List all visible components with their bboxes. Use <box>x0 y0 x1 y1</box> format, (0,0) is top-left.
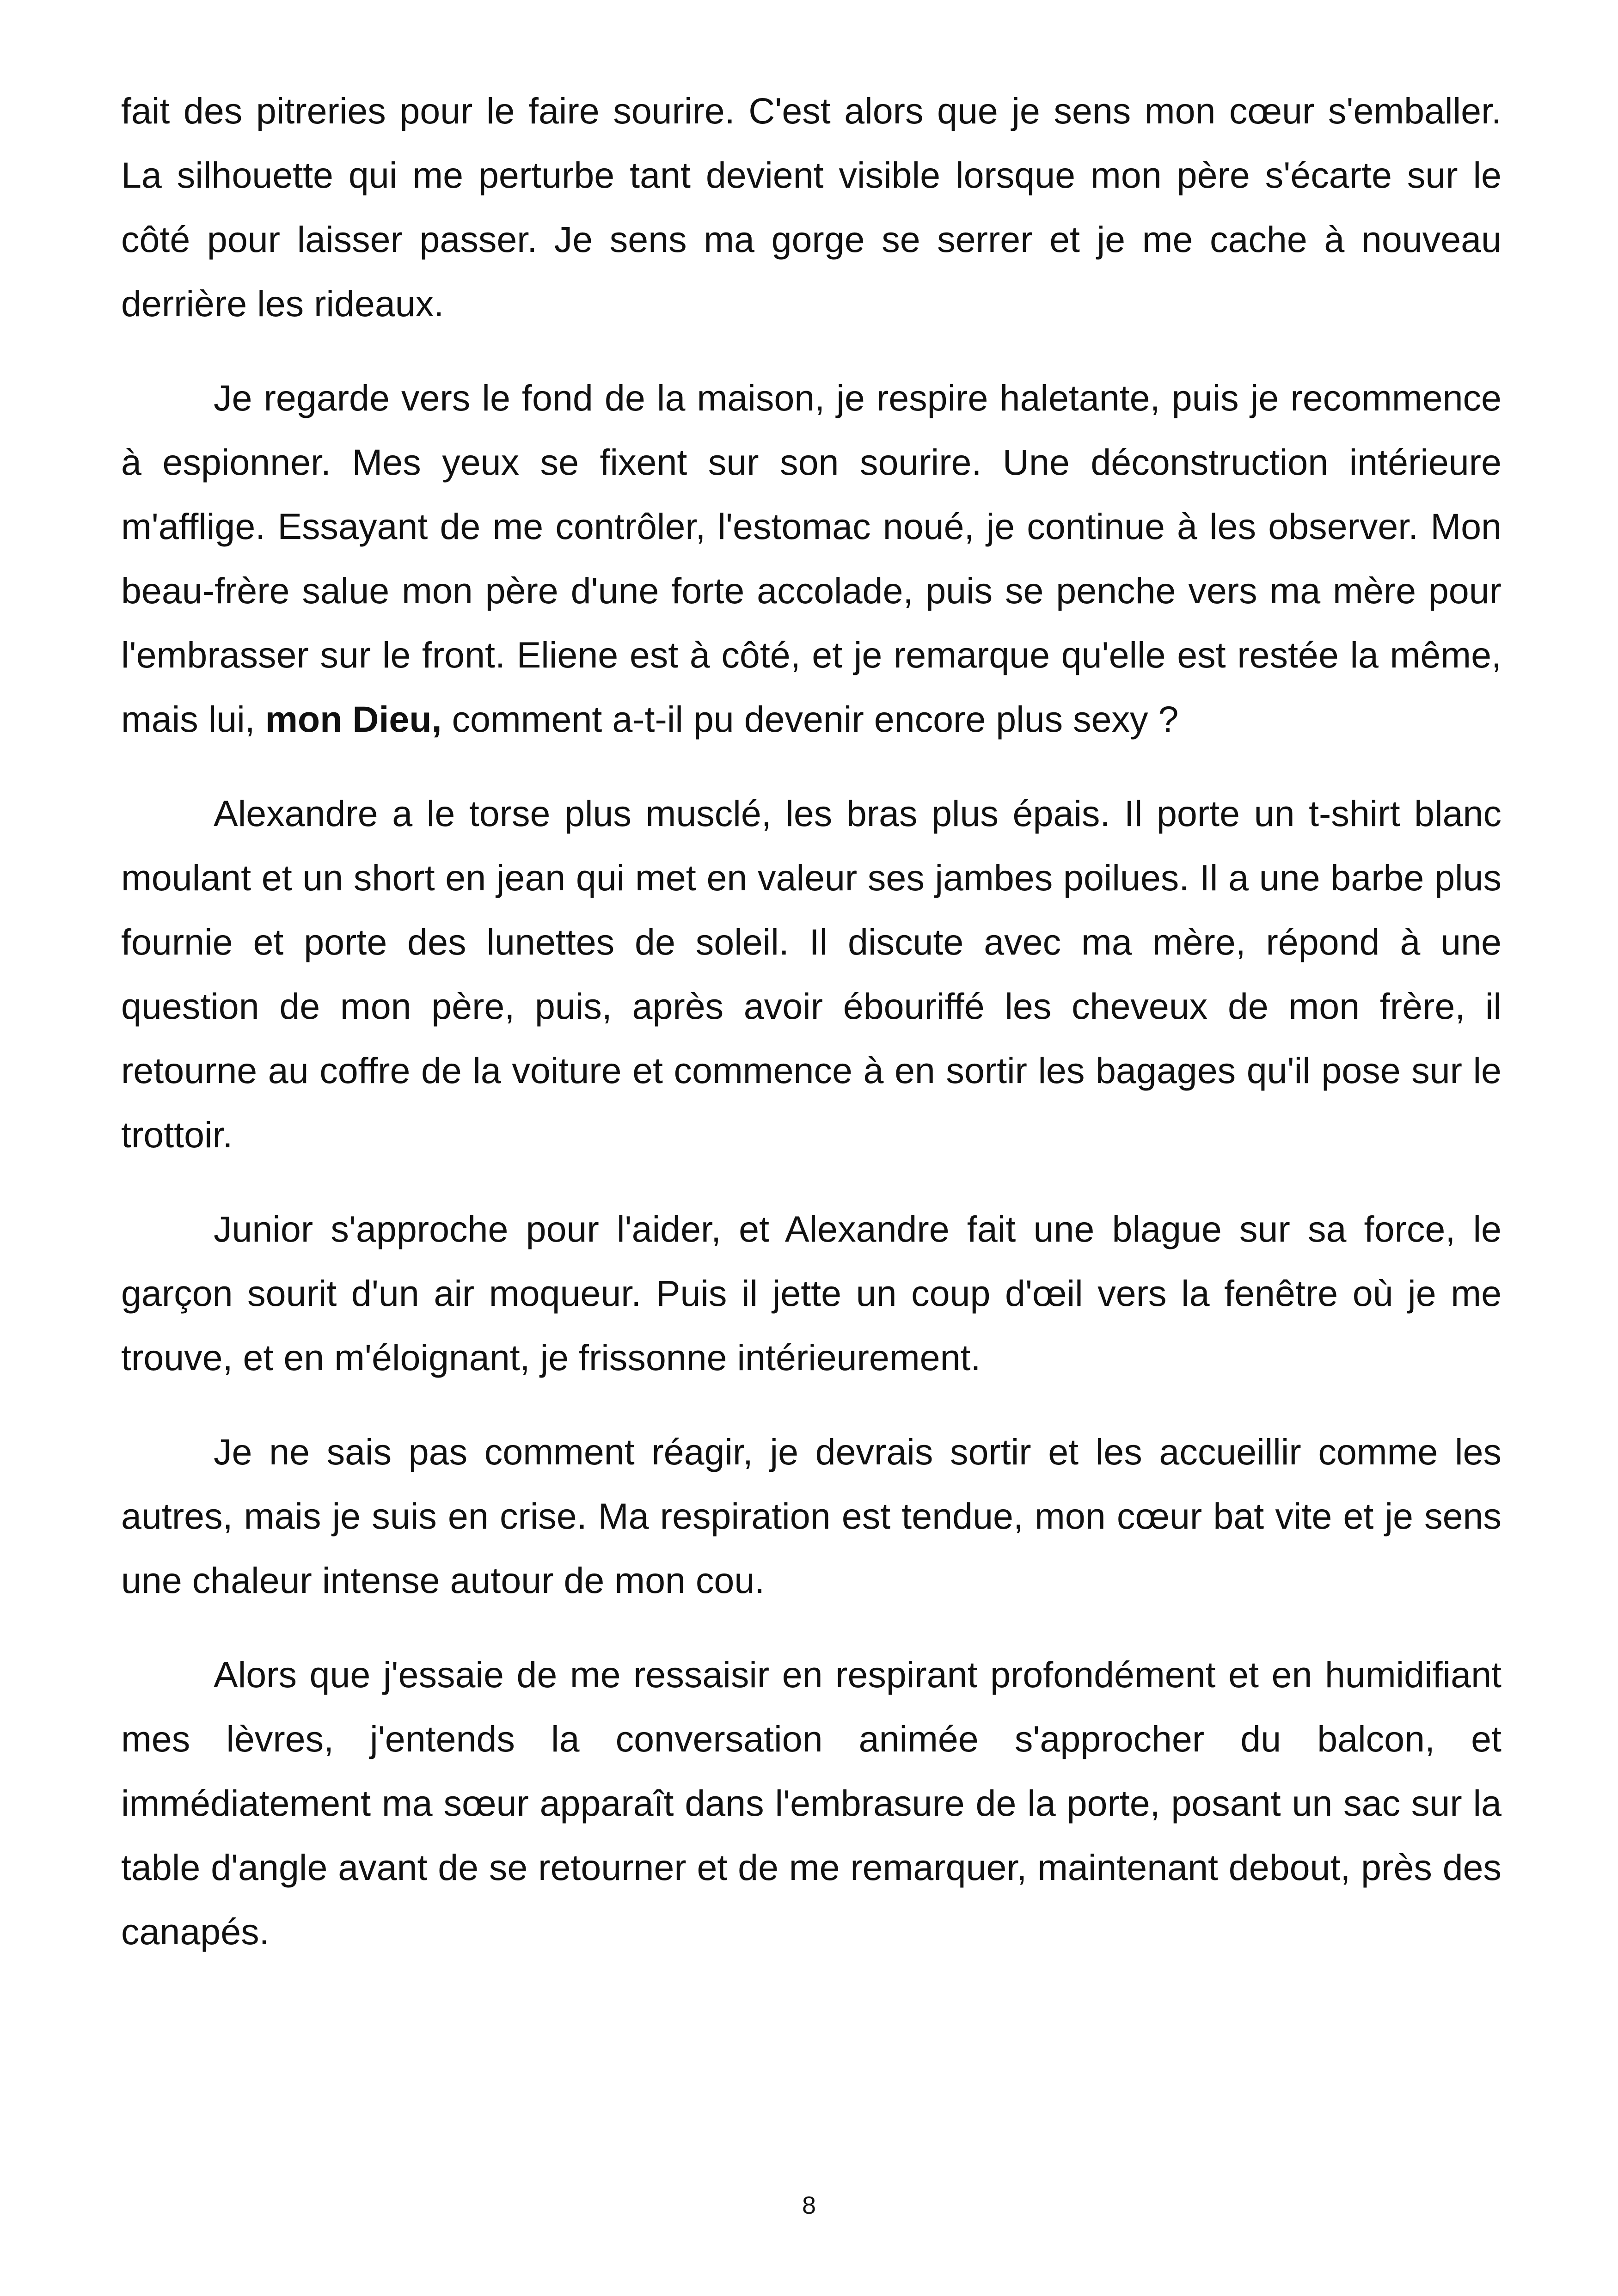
paragraph-1 <box>121 79 1502 336</box>
paragraph-3 <box>121 781 1502 1167</box>
paragraph-4-text: Junior s'approche pour l'aider, et Alexandre fait une blague sur sa force, le garçon sourit d'un air moqueur. Puis il jette un coup d'œil vers la fenêtre où je me trouve, et en m'éloignant, je frissonne intérieurement. <box>121 1208 1502 1378</box>
paragraph-2 <box>121 366 1502 751</box>
body-text <box>121 79 1502 1994</box>
paragraph-5 <box>121 1420 1502 1612</box>
paragraph-2-bold-text: mon Dieu, <box>265 698 442 740</box>
page-number: 8 <box>802 2192 816 2219</box>
paragraph-5-text: Je ne sais pas comment réagir, je devrais sortir et les accueillir comme les autres, mais je suis en crise. Ma respiration est tendue, mon cœur bat vite et je sens une chaleur intense autour de mon cou. <box>121 1431 1502 1601</box>
paragraph-2-text-a: Je regarde vers le fond de la maison, je respire haletante, puis je recommence à espionner. Mes yeux se fixent sur son sourire. Une déconstruction intérieure m'afflige. Essayant de me contrôler, l'estomac noué, je continue à les observer. Mon beau-frère salue mon père d'une forte accolade, puis se penche vers ma mère pour l'embrasser sur le front. Eliene est à côté, et je remarque qu'elle est restée la même, mais lui, <box>121 377 1502 740</box>
paragraph-6 <box>121 1642 1502 1964</box>
paragraph-6-text: Alors que j'essaie de me ressaisir en respirant profondément et en humidifiant mes lèvres, j'entends la conversation animée s'approcher du balcon, et immédiatement ma sœur apparaît dans l'embrasure de la porte, posant un sac sur la table d'angle avant de se retourner et de me remarquer, maintenant debout, près des canapés. <box>121 1654 1502 1952</box>
paragraph-2-text-b: comment a-t-il pu devenir encore plus sexy ? <box>441 698 1179 740</box>
paragraph-3-text: Alexandre a le torse plus musclé, les bras plus épais. Il porte un t-shirt blanc moulant et un short en jean qui met en valeur ses jambes poilues. Il a une barbe plus fournie et porte des lunettes de soleil. Il discute avec ma mère, répond à une question de mon père, puis, après avoir ébouriffé les cheveux de mon frère, il retourne au coffre de la voiture et commence à en sortir les bagages qu'il pose sur le trottoir. <box>121 793 1502 1155</box>
paragraph-4 <box>121 1197 1502 1390</box>
paragraph-1-text: fait des pitreries pour le faire sourire. C'est alors que je sens mon cœur s'emballer. La silhouette qui me perturbe tant devient visible lorsque mon père s'écarte sur le côté pour laisser passer. Je sens ma gorge se serrer et je me cache à nouveau derrière les rideaux. <box>121 90 1502 324</box>
